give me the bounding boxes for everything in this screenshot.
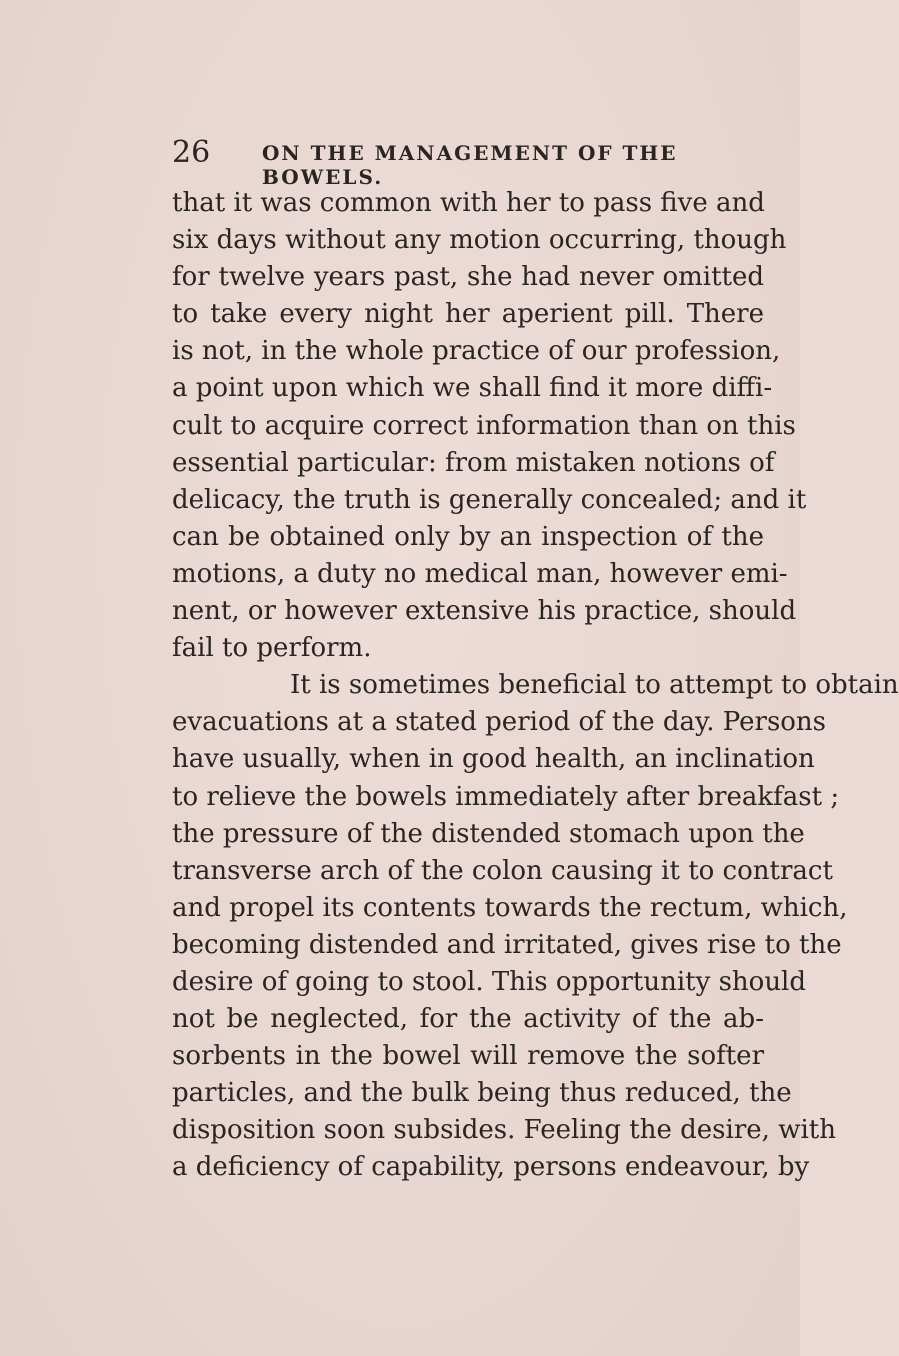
text-line: for twelve years past, she had never omitted	[172, 262, 764, 293]
text-line: becoming distended and irritated, gives rise to the	[172, 929, 842, 960]
text-line: can be obtained only by an inspection of the	[172, 521, 764, 552]
text-line: not be neglected, for the activity of the ab-	[172, 1004, 764, 1035]
text-line: delicacy, the truth is generally concealed; and it	[172, 484, 807, 515]
body-text	[172, 185, 899, 1187]
text-line: disposition soon subsides. Feeling the desire, with	[172, 1115, 836, 1146]
text-line: particles, and the bulk being thus reduced, the	[172, 1078, 792, 1109]
text-line: and propel its contents towards the rectum, which,	[172, 892, 848, 923]
paragraph-first-line: It is sometimes beneficial to attempt to obtain	[290, 670, 899, 701]
text-line: sorbents in the bowel will remove the softer	[172, 1041, 764, 1072]
text-line: fail to perform.	[172, 633, 372, 664]
text-line: nent, or however extensive his practice, should	[172, 596, 797, 627]
text-line: a deficiency of capability, persons endeavour, by	[172, 1152, 810, 1183]
text-line: cult to acquire correct information than on this	[172, 410, 796, 441]
text-line: have usually, when in good health, an inclination	[172, 744, 815, 775]
text-line: six days without any motion occurring, though	[172, 225, 787, 256]
text-line: motions, a duty no medical man, however emi-	[172, 558, 788, 589]
text-line: transverse arch of the colon causing it to contract	[172, 855, 833, 886]
text-line: a point upon which we shall find it more diffi-	[172, 373, 773, 404]
page-number: 26	[172, 135, 211, 170]
running-head: ON THE MANAGEMENT OF THE BOWELS.	[262, 141, 678, 189]
page-header	[0, 135, 800, 189]
text-line: evacuations at a stated period of the day. Persons	[172, 707, 827, 738]
text-line: desire of going to stool. This opportunity should	[172, 966, 807, 997]
text-line: the pressure of the distended stomach upon the	[172, 818, 805, 849]
text-line: essential particular: from mistaken notions of	[172, 447, 775, 478]
text-line: to relieve the bowels immediately after breakfast ;	[172, 781, 840, 812]
text-line: to take every night her aperient pill. There	[172, 299, 764, 330]
text-line: is not, in the whole practice of our profession,	[172, 336, 781, 367]
text-line: that it was common with her to pass five and	[172, 188, 765, 218]
